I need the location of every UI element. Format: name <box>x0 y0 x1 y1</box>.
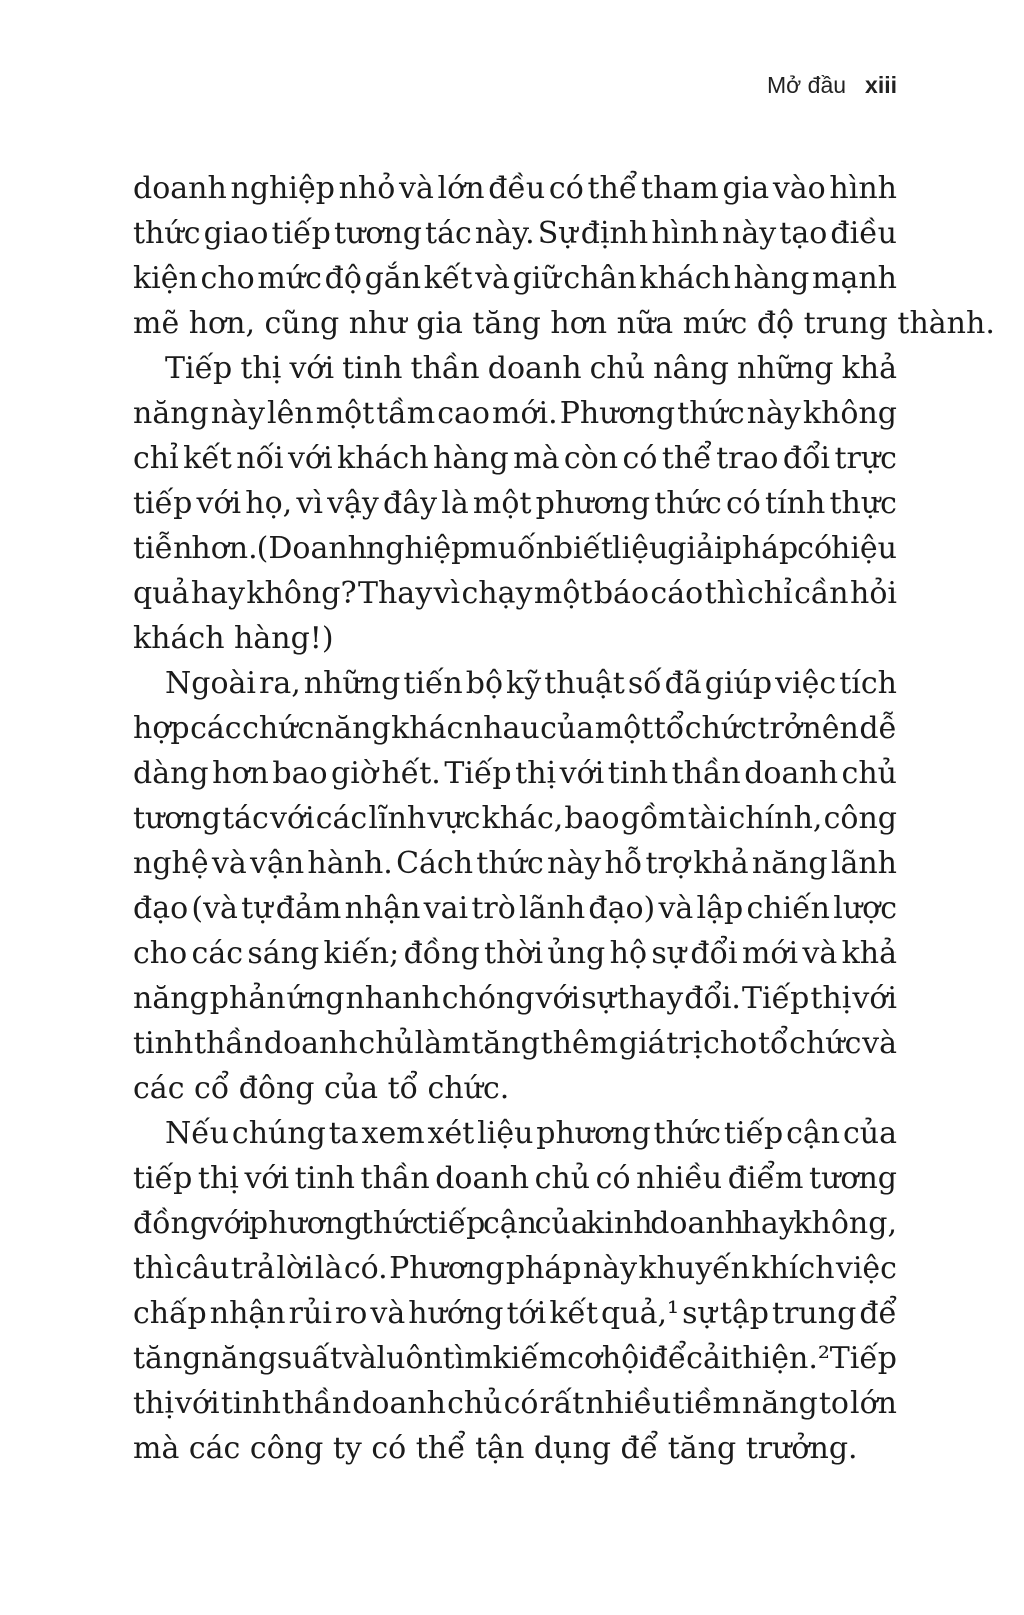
page-number: xiii <box>865 72 897 98</box>
text-line-content: tiếp với họ, vì vậy đây là một phương thức có tính thực <box>133 486 897 521</box>
text-line-content: kiện cho mức độ gắn kết và giữ chân khách hàng mạnh <box>133 261 897 296</box>
text-line <box>133 706 897 751</box>
text-line <box>133 661 897 706</box>
text-line <box>133 256 897 301</box>
text-line <box>133 796 897 841</box>
page-body <box>133 166 995 1471</box>
text-line-content: thị với tinh thần doanh chủ có rất nhiều tiềm năng to lớn <box>133 1386 897 1421</box>
text-line <box>133 1066 897 1111</box>
text-line-content: khách hàng!) <box>133 621 334 656</box>
text-line-content: quả hay không? Thay vì chạy một báo cáo thì chỉ cần hỏi <box>133 576 897 611</box>
text-line-content: năng này lên một tầm cao mới. Phương thức này không <box>133 396 897 431</box>
text-line-content: chấp nhận rủi ro và hướng tới kết quả,¹ sự tập trung để <box>133 1296 897 1331</box>
chapter-title: Mở đầu <box>767 72 847 98</box>
text-line-content: thức giao tiếp tương tác này. Sự định hình này tạo điều <box>133 216 897 251</box>
text-line <box>133 211 897 256</box>
text-line-content: Ngoài ra, những tiến bộ kỹ thuật số đã giúp việc tích <box>165 666 897 701</box>
running-head <box>767 72 897 99</box>
text-line <box>133 391 897 436</box>
text-line-content: cho các sáng kiến; đồng thời ủng hộ sự đổi mới và khả <box>133 936 897 971</box>
text-line <box>133 1156 897 1201</box>
text-line-content: mẽ hơn, cũng như gia tăng hơn nữa mức độ trung thành. <box>133 306 995 341</box>
text-line <box>133 436 897 481</box>
text-line-content: chỉ kết nối với khách hàng mà còn có thể trao đổi trực <box>133 441 897 476</box>
text-line-content: tương tác với các lĩnh vực khác, bao gồm tài chính, công <box>133 801 897 836</box>
text-line-content: đồng với phương thức tiếp cận của kinh doanh hay không, <box>133 1206 897 1241</box>
paragraph <box>133 346 897 661</box>
text-line <box>133 976 897 1021</box>
paragraph <box>133 1111 897 1471</box>
text-line <box>133 1426 897 1471</box>
text-line <box>133 841 897 886</box>
text-line-content: hợp các chức năng khác nhau của một tổ chức trở nên dễ <box>133 711 897 746</box>
text-line <box>133 1336 897 1381</box>
text-line <box>133 1111 897 1156</box>
text-line <box>133 1381 897 1426</box>
text-line <box>133 931 897 976</box>
text-line <box>133 1201 897 1246</box>
text-line-content: thì câu trả lời là có. Phương pháp này khuyến khích việc <box>133 1251 897 1286</box>
text-line <box>133 346 897 391</box>
text-line <box>133 1021 897 1066</box>
text-line <box>133 751 897 796</box>
paragraph <box>133 661 897 1111</box>
text-line <box>133 616 897 661</box>
text-line-content: tiếp thị với tinh thần doanh chủ có nhiều điểm tương <box>133 1161 897 1196</box>
text-line <box>133 1291 897 1336</box>
text-line-content: tăng năng suất và luôn tìm kiếm cơ hội để cải thiện.² Tiếp <box>133 1341 897 1376</box>
text-line <box>133 571 897 616</box>
text-line <box>133 481 897 526</box>
text-line-content: Tiếp thị với tinh thần doanh chủ nâng những khả <box>165 351 897 386</box>
text-line-content: nghệ và vận hành. Cách thức này hỗ trợ khả năng lãnh <box>133 846 897 881</box>
paragraph <box>133 166 995 346</box>
text-line-content: tinh thần doanh chủ làm tăng thêm giá trị cho tổ chức và <box>133 1026 897 1061</box>
text-line-content: mà các công ty có thể tận dụng để tăng trưởng. <box>133 1431 858 1466</box>
text-line-content: tiễn hơn. (Doanh nghiệp muốn biết liệu giải pháp có hiệu <box>133 531 897 566</box>
text-line-content: Nếu chúng ta xem xét liệu phương thức tiếp cận của <box>165 1116 897 1151</box>
text-line-content: năng phản ứng nhanh chóng với sự thay đổi. Tiếp thị với <box>133 981 897 1016</box>
text-line <box>133 166 897 211</box>
text-line <box>133 526 897 571</box>
text-line <box>133 1246 897 1291</box>
text-line <box>133 301 995 346</box>
text-line <box>133 886 897 931</box>
text-line-content: các cổ đông của tổ chức. <box>133 1071 510 1106</box>
text-line-content: đạo (và tự đảm nhận vai trò lãnh đạo) và lập chiến lược <box>133 891 897 926</box>
text-line-content: doanh nghiệp nhỏ và lớn đều có thể tham gia vào hình <box>133 171 897 206</box>
text-line-content: dàng hơn bao giờ hết. Tiếp thị với tinh thần doanh chủ <box>133 756 897 791</box>
